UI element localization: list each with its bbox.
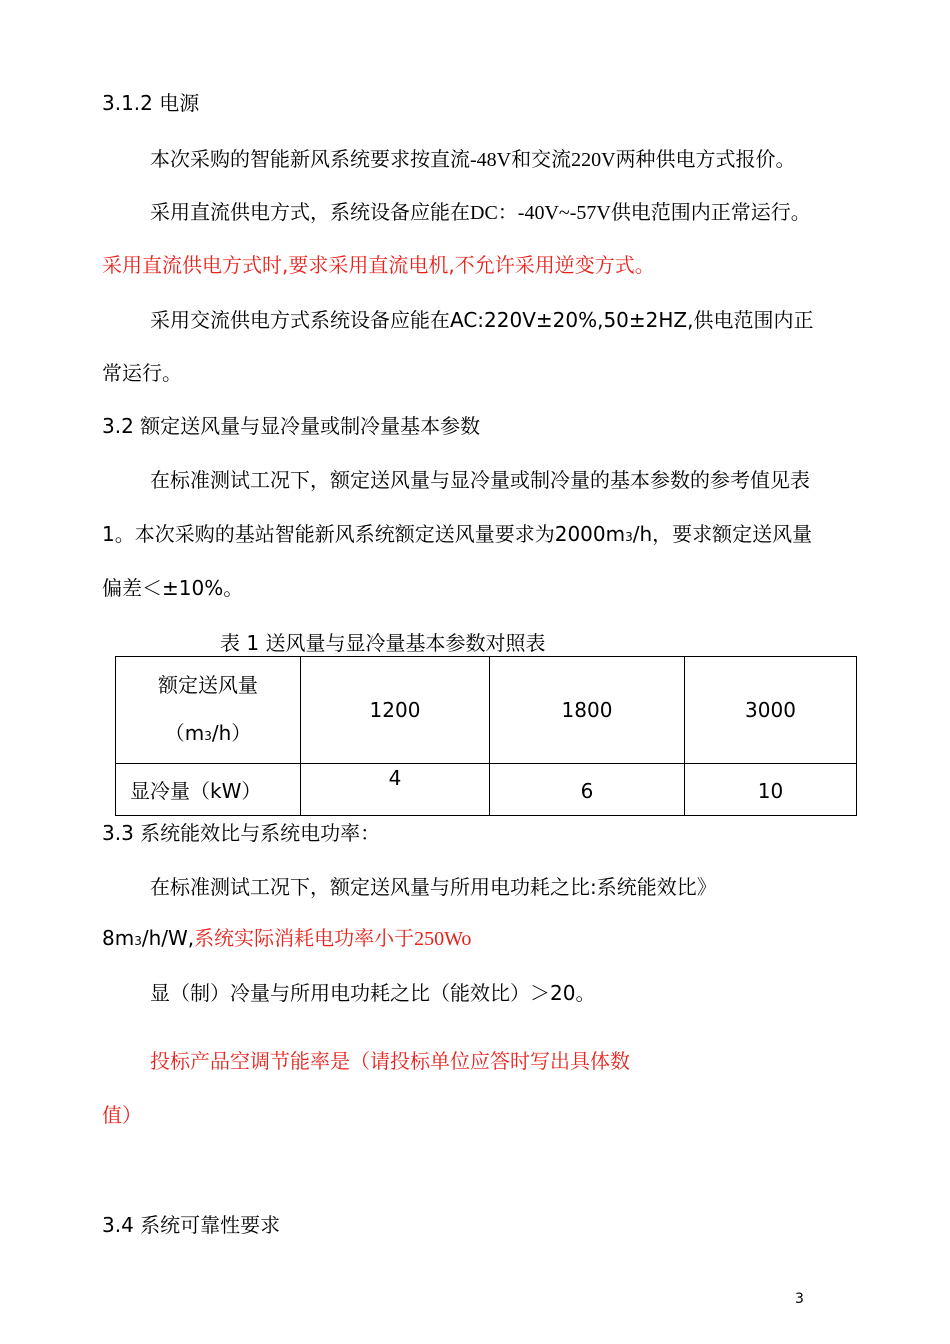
- paragraph-airflow-line1: 在标准测试工况下，额定送风量与显冷量或制冷量的基本参数的参考值见表: [150, 468, 810, 492]
- text: 8m: [102, 926, 135, 950]
- spec-table: [115, 656, 857, 816]
- section-heading-3-3: 3.3 系统能效比与系统电功率：: [102, 821, 381, 845]
- bid-note-line2: 值）: [102, 1103, 142, 1127]
- table-cell: 3000: [685, 657, 857, 764]
- requirement-dc-motor: 采用直流供电方式时,要求采用直流电机,不允许采用逆变方式。: [102, 253, 655, 277]
- text: /h）: [211, 720, 252, 745]
- text: 供电范围内正常运行。: [610, 200, 811, 224]
- superscript: 3: [204, 728, 212, 743]
- table-cell: 10: [685, 764, 857, 816]
- voltage-ac: 220V: [571, 149, 616, 171]
- text: /h/W,: [141, 926, 195, 950]
- paragraph-eer-line1: 在标准测试工况下，额定送风量与所用电功耗之比:系统能效比》: [150, 875, 717, 899]
- table-cell: 1800: [490, 657, 685, 764]
- table-row-airflow: [116, 657, 857, 764]
- text: 本次采购的智能新风系统要求按直流: [150, 147, 470, 171]
- text: 两种供电方式报价。: [615, 147, 796, 171]
- text: 采用直流供电方式，系统设备应能在: [150, 200, 470, 224]
- superscript: 3: [625, 530, 633, 544]
- paragraph-dc-ac-pricing: [150, 146, 796, 173]
- paragraph-cooling-ratio: 显（制）冷量与所用电功耗之比（能效比）＞20。: [150, 981, 596, 1005]
- table-cell: 6: [490, 764, 685, 816]
- page-number: 3: [795, 1291, 804, 1307]
- superscript: 3: [134, 934, 142, 948]
- section-heading-3-2: 3.2 额定送风量与显冷量或制冷量基本参数: [102, 414, 481, 438]
- table-header-airflow: [116, 657, 301, 764]
- paragraph-ac-range-line2: 常运行。: [102, 361, 182, 385]
- paragraph-airflow-line3: 偏差＜±10%。: [102, 576, 244, 600]
- table-row-cooling: [116, 764, 857, 816]
- paragraph-airflow-line2: [102, 521, 812, 550]
- text: 1。本次采购的基站智能新风系统额定送风量要求为2000m: [102, 522, 626, 546]
- section-heading-3-4: 3.4 系统可靠性要求: [102, 1213, 281, 1237]
- table-cell: 1200: [301, 657, 490, 764]
- paragraph-ac-range-line1: 采用交流供电方式系统设备应能在AC:220V±20%,50±2HZ,供电范围内正: [150, 308, 814, 332]
- power-value: 250Wo: [414, 928, 472, 950]
- text: （m: [164, 720, 205, 745]
- text: 额定送风量: [158, 672, 258, 697]
- voltage-dc: -48V: [470, 149, 512, 171]
- text: /h，要求额定送风量: [632, 522, 813, 546]
- text: 和交流: [511, 147, 572, 171]
- unit: [116, 709, 300, 760]
- table-caption: 表 1 送风量与显冷量基本参数对照表: [220, 631, 546, 655]
- dc-range: DC：-40V~-57V: [470, 202, 611, 224]
- paragraph-eer-line2: [102, 925, 471, 954]
- section-heading-3-1-2: 3.1.2 电源: [102, 91, 200, 115]
- bid-note-line1: 投标产品空调节能率是（请投标单位应答时写出具体数: [150, 1049, 630, 1073]
- table-header-cooling: 显冷量（kW）: [116, 764, 301, 816]
- power-requirement: 系统实际消耗电功率小于: [194, 926, 415, 950]
- paragraph-dc-range: [150, 199, 811, 226]
- table-cell: 4: [301, 764, 490, 816]
